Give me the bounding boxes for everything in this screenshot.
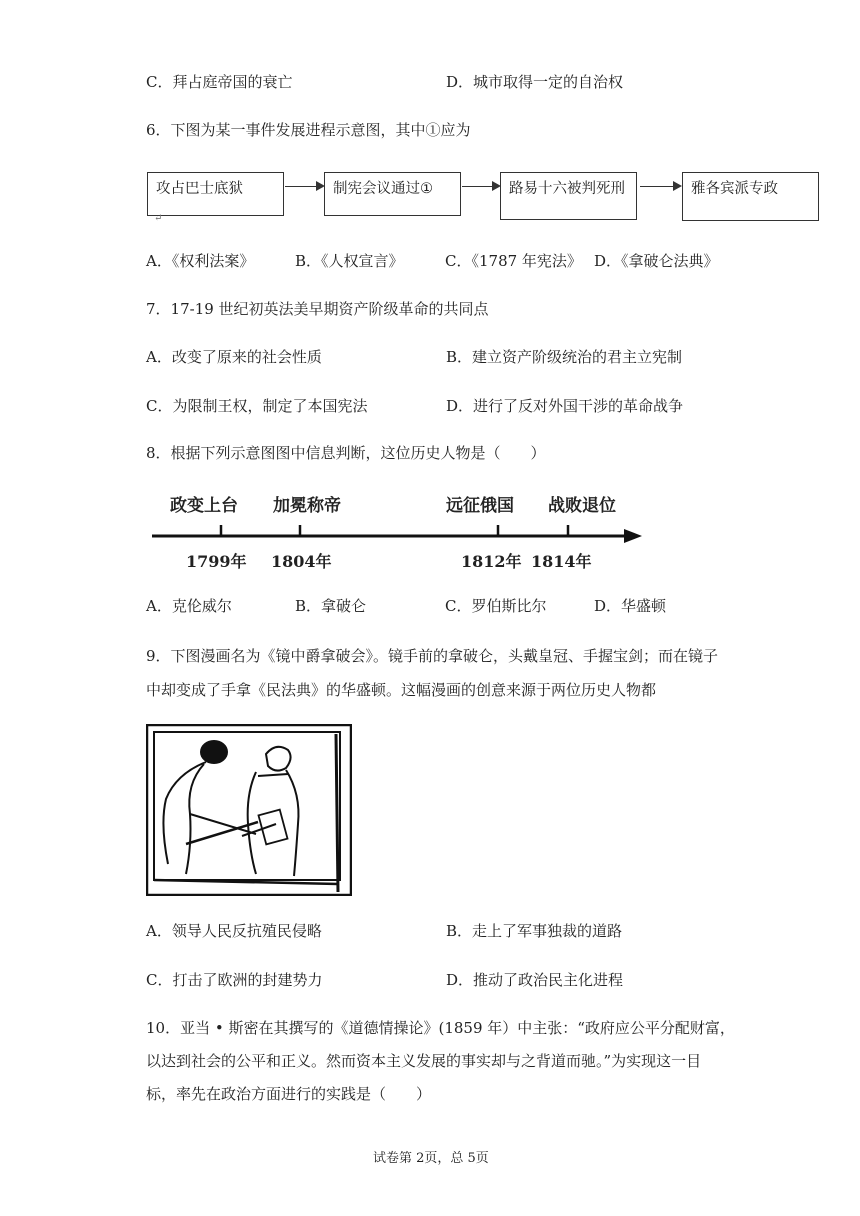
- q9-option-d: D．推动了政治民主化进程: [446, 971, 624, 989]
- q8-option-a: A．克伦威尔: [146, 597, 232, 615]
- flow-step-4: 雅各宾派专政: [682, 172, 819, 221]
- q7-stem: 7．17-19 世纪初英法美早期资产阶级革命的共同点: [146, 300, 489, 318]
- q7-option-b: B．建立资产阶级统治的君主立宪制: [446, 348, 683, 366]
- q9-option-c: C．打击了欧洲的封建势力: [146, 971, 323, 989]
- flow-arrow-3: [640, 186, 680, 187]
- q7-option-d: D．进行了反对外国干涉的革命战争: [446, 397, 684, 415]
- q7-option-a: A．改变了原来的社会性质: [146, 348, 322, 366]
- q6-option-d: D．《拿破仑法典》: [594, 252, 719, 270]
- flow-step-2: 制宪会议通过①: [324, 172, 461, 216]
- timeline-event-4: 战败退位: [548, 496, 616, 516]
- page-footer: 试卷第 2页，总 5页: [373, 1151, 489, 1166]
- q9-stem-line-2: 中却变成了手拿《民法典》的华盛顿。这幅漫画的创意来源于两位历史人物都: [146, 681, 657, 699]
- q6-option-c: C．《1787 年宪法》: [445, 252, 582, 270]
- timeline-year-3: 1812年: [461, 552, 522, 571]
- timeline-year-1: 1799年: [186, 552, 247, 571]
- timeline-event-2: 加冕称帝: [273, 496, 341, 516]
- q9-stem-line-1: 9．下图漫画名为《镜中爵拿破会》。镜手前的拿破仑，头戴皇冠、手握宝剑；而在镜子: [146, 647, 719, 665]
- timeline-event-1: 政变上台: [170, 496, 238, 516]
- paragraph-mark: ↵: [154, 213, 163, 224]
- q6-stem: 6．下图为某一事件发展进程示意图，其中①应为: [146, 121, 471, 139]
- timeline-year-2: 1804年: [271, 552, 332, 571]
- cartoon-image: [146, 724, 352, 896]
- timeline-year-4: 1814年: [531, 552, 592, 571]
- q9-option-b: B．走上了军事独裁的道路: [446, 922, 623, 940]
- q7-option-c: C．为限制王权，制定了本国宪法: [146, 397, 368, 415]
- q10-stem-line-3: 标，率先在政治方面进行的实践是（ ）: [146, 1085, 432, 1103]
- timeline-event-3: 远征俄国: [446, 496, 514, 516]
- flow-step-3: 路易十六被判死刑: [500, 172, 637, 220]
- q10-stem-line-2: 以达到社会的公平和正义。然而资本主义发展的事实却与之背道而驰。”为实现这一目: [146, 1052, 702, 1070]
- q5-option-d: D．城市取得一定的自治权: [446, 73, 624, 91]
- q6-option-a: A．《权利法案》: [146, 252, 255, 270]
- q5-option-c: C．拜占庭帝国的衰亡: [146, 73, 293, 91]
- timeline-axis: [150, 520, 645, 550]
- flow-arrow-1: [285, 186, 323, 187]
- q8-option-c: C．罗伯斯比尔: [445, 597, 547, 615]
- q8-option-b: B．拿破仑: [295, 597, 367, 615]
- q8-stem: 8．根据下列示意图图中信息判断，这位历史人物是（ ）: [146, 444, 546, 462]
- q9-option-a: A．领导人民反抗殖民侵略: [146, 922, 322, 940]
- flow-step-1: 攻占巴士底狱: [147, 172, 284, 216]
- q10-stem-line-1: 10．亚当 • 斯密在其撰写的《道德情操论》(1859 年）中主张：“政府应公平分配财富，: [146, 1019, 735, 1037]
- q6-option-b: B．《人权宣言》: [295, 252, 404, 270]
- q8-option-d: D．华盛顿: [594, 597, 667, 615]
- flow-arrow-2: [462, 186, 499, 187]
